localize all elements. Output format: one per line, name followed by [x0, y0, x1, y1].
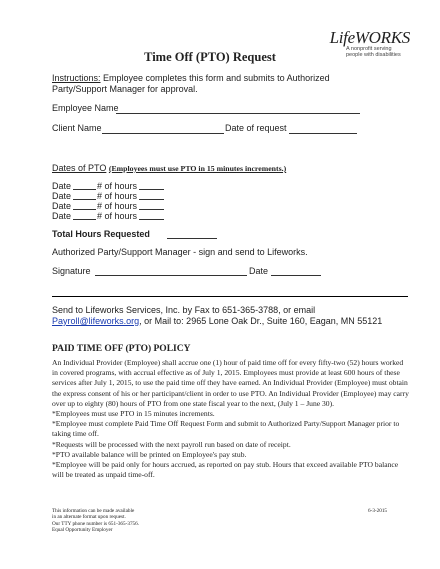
lifeworks-logo — [330, 28, 410, 48]
signature-field[interactable] — [95, 275, 247, 276]
dates-heading-label: Dates of PTO — [52, 163, 107, 173]
total-hours-label: Total Hours Requested — [52, 229, 150, 239]
date-label: Date — [52, 181, 72, 191]
footer-date: 6-3-2015 — [368, 508, 388, 514]
hours-label: # of hours — [97, 211, 138, 221]
instructions-text-2: Party/Support Manager for approval. — [52, 84, 198, 94]
date-of-request-field[interactable] — [289, 133, 357, 134]
client-name-label: Client Name — [52, 123, 102, 133]
footer-notice — [52, 508, 139, 533]
divider — [52, 296, 408, 297]
instructions-label: Instructions: — [52, 73, 101, 83]
policy-body — [52, 358, 410, 480]
employee-name-field[interactable] — [116, 113, 360, 114]
logo-tagline: A nonprofit serving people with disabilities — [346, 46, 401, 58]
hours-label: # of hours — [97, 201, 138, 211]
hours-label: # of hours — [97, 191, 138, 201]
footer-line: Our TTY phone number is 651-365-3756. — [52, 520, 140, 527]
hours-field[interactable] — [139, 219, 164, 220]
send-to-line-1: Send to Lifeworks Services, Inc. by Fax to 651-365-3788, or email — [52, 305, 316, 315]
payroll-email-link[interactable]: Payroll@lifeworks.org — [52, 316, 140, 326]
signature-date-field[interactable] — [271, 275, 321, 276]
policy-bullet: *Requests will be processed with the next payroll run based on date of receipt. — [52, 439, 291, 449]
employee-name-label: Employee Name — [52, 103, 119, 113]
logo-text: LifeWORKS — [329, 28, 410, 47]
date-field[interactable] — [73, 199, 96, 200]
date-of-request-label: Date of request — [225, 123, 287, 133]
policy-bullet: *Employee will be paid only for hours accrued, as reported on pay stub. Hours that exceed available PTO balance will be treated as unpaid time-off. — [52, 460, 399, 480]
total-hours-field[interactable] — [167, 238, 217, 239]
date-label: Date — [52, 201, 72, 211]
client-name-field[interactable] — [102, 133, 224, 134]
footer-line: Equal Opportunity Employer — [52, 526, 113, 533]
page-title: Time Off (PTO) Request — [144, 50, 276, 64]
policy-bullet: *PTO available balance will be printed on Employee's pay stub. — [52, 449, 247, 459]
footer-line: This information can be made available — [52, 508, 135, 514]
date-field[interactable] — [73, 209, 96, 210]
hours-label: # of hours — [97, 181, 138, 191]
send-to-address: , or Mail to: 2965 Lone Oak Dr., Suite 160, Eagan, MN 55121 — [139, 316, 383, 326]
hours-field[interactable] — [139, 189, 164, 190]
send-to-line-2 — [52, 316, 382, 326]
date-label: Date — [52, 211, 72, 221]
footer-line: in an alternate format upon request. — [52, 514, 126, 521]
signature-date-label: Date — [249, 266, 269, 276]
hours-field[interactable] — [139, 199, 164, 200]
instructions-line-1 — [52, 73, 330, 83]
dates-heading-note: (Employees must use PTO in 15 minutes increments.) — [108, 164, 287, 173]
date-label: Date — [52, 191, 72, 201]
policy-paragraph: An Individual Provider (Employee) shall accrue one (1) hour of paid time off for every fifty-two (52) hours worked in covered programs, with accrual effective as of July 1, 2015. Employees must provide at least 600 hours of these services after July 1, 2015, to use the paid time off they have earned. An Individual Provider (Employee) must obtain the express consent of his or her participant/client in order to use PTO. An Individual Provider (Employee) may carry over up to eighty (80) hours of PTO from one state fiscal year to the next, (July 1 – June 30). — [52, 358, 409, 408]
instructions-text-1: Employee completes this form and submits to Authorized — [100, 73, 330, 83]
approval-text: Authorized Party/Support Manager - sign and send to Lifeworks. — [52, 247, 308, 257]
hours-field[interactable] — [139, 209, 164, 210]
policy-bullet: *Employee must complete Paid Time Off Request Form and submit to Authorized Party/Support Manager prior to taking time off. — [52, 419, 400, 439]
signature-label: Signature — [52, 266, 91, 276]
policy-bullet: *Employees must use PTO in 15 minutes increments. — [52, 409, 215, 419]
date-field[interactable] — [73, 219, 96, 220]
date-field[interactable] — [73, 189, 96, 190]
dates-heading — [52, 163, 286, 173]
policy-heading: PAID TIME OFF (PTO) POLICY — [52, 344, 191, 354]
